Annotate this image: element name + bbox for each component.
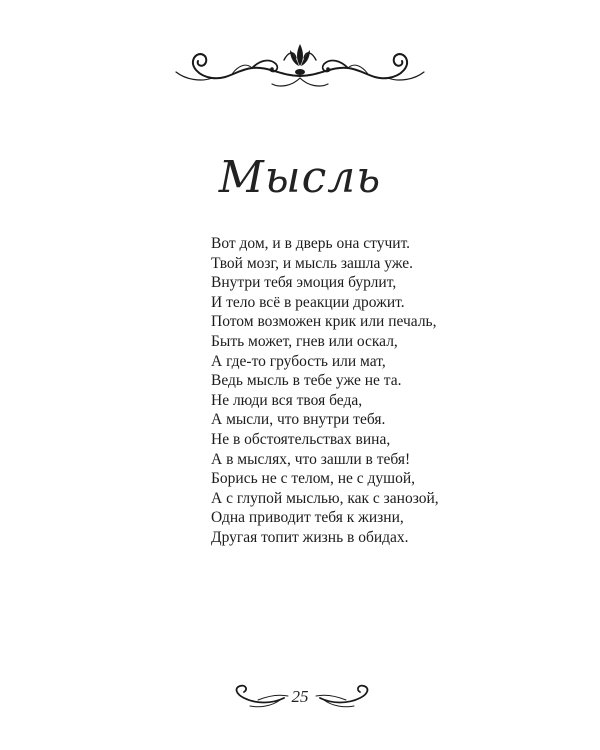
poem-line: Не в обстоятельствах вина, <box>211 430 391 448</box>
poem-body <box>211 234 471 548</box>
flourish-ornament-icon <box>172 36 428 92</box>
poem-title: Мысль <box>218 152 382 203</box>
poem-line: Одна приводит тебя к жизни, <box>211 509 404 527</box>
poem-line: И тело всё в реакции дрожит. <box>211 293 405 311</box>
poem-line: Борись не с телом, не с душой, <box>211 470 416 488</box>
poem-line: Потом возможен крик или печаль, <box>211 313 437 331</box>
poem-line: Ведь мысль в тебе уже не та. <box>211 372 402 390</box>
poem-line: А в мыслях, что зашли в тебя! <box>211 450 411 468</box>
poem-line: Быть может, гнев или оскал, <box>211 332 398 350</box>
poem-line: А мысли, что внутри тебя. <box>211 411 386 429</box>
poem-line: А с глупой мыслью, как с занозой, <box>211 489 439 507</box>
poem-line: Твой мозг, и мысль зашла уже. <box>211 254 414 272</box>
poem-line: Не люди вся твоя беда, <box>211 391 363 409</box>
poem-line: А где-то грубость или мат, <box>211 352 386 370</box>
poem-line: Вот дом, и в дверь она стучит. <box>211 235 411 252</box>
poem-line: Внутри тебя эмоция бурлит, <box>211 274 397 292</box>
page-number: 25 <box>291 687 309 706</box>
poem-line: Другая топит жизнь в обидах. <box>211 528 409 546</box>
